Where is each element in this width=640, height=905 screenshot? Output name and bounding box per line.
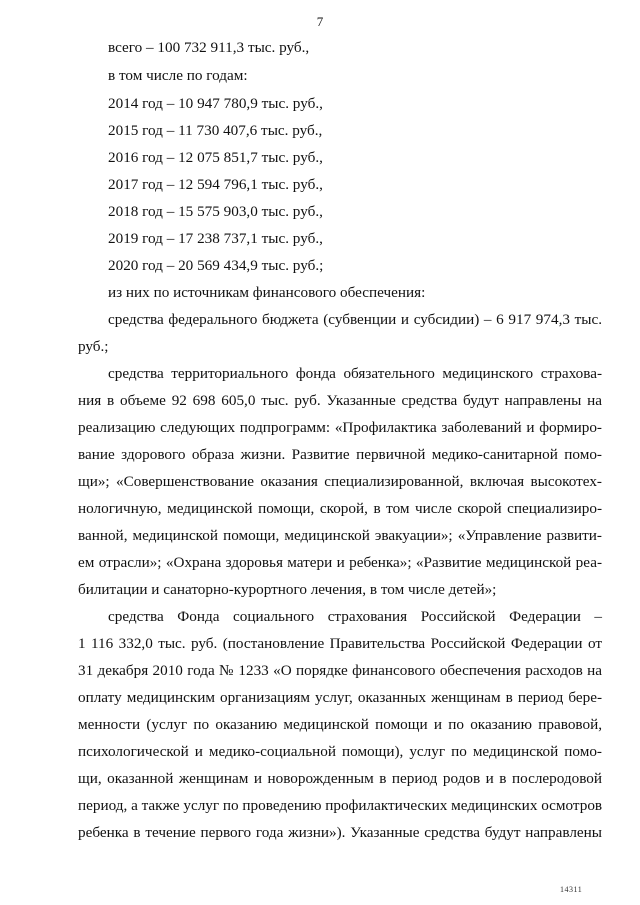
social-fund-line-2: 1 116 332,0 тыс. руб. (постановление Правительства Российской Федерации от	[78, 635, 602, 652]
year-line-2019: 2019 год – 17 238 737,1 тыс. руб.,	[108, 230, 323, 247]
territorial-fund-line-5: щи»; «Совершенствование оказания специализированной, включая высокотех-	[78, 473, 602, 490]
page-number: 7	[316, 14, 324, 29]
social-fund-line-1: средства Фонда социального страхования Российской Федерации –	[108, 608, 602, 625]
year-line-2015: 2015 год – 11 730 407,6 тыс. руб.,	[108, 122, 323, 139]
territorial-fund-line-3: реализацию следующих подпрограмм: «Профилактика заболеваний и формиро-	[78, 419, 602, 436]
social-fund-line-3: 31 декабря 2010 года № 1233 «О порядке финансового обеспечения расходов на	[78, 662, 602, 679]
territorial-fund-line-2: ния в объеме 92 698 605,0 тыс. руб. Указанные средства будут направлены на	[78, 392, 602, 409]
footer-mark: 14311	[560, 885, 583, 894]
social-fund-line-9: ребенка в течение первого года жизни»). Указанные средства будут направлены	[78, 824, 602, 841]
by-years-line: в том числе по годам:	[108, 67, 248, 84]
territorial-fund-line-4: вание здорового образа жизни. Развитие первичной медико-санитарной помо-	[78, 446, 602, 463]
year-line-2020: 2020 год – 20 569 434,9 тыс. руб.;	[108, 257, 324, 274]
social-fund-line-6: психологической и медико-социальной помощи), услуг по медицинской помо-	[78, 743, 602, 760]
federal-budget-line-2: руб.;	[78, 338, 109, 355]
social-fund-line-7: щи, оказанной женщинам и новорожденным в период родов и в послеродовой	[78, 770, 602, 787]
territorial-fund-line-1: средства территориального фонда обязательного медицинского страхова-	[108, 365, 602, 382]
federal-budget-line-1: средства федерального бюджета (субвенции и субсидии) – 6 917 974,3 тыс.	[108, 311, 602, 328]
year-line-2014: 2014 год – 10 947 780,9 тыс. руб.,	[108, 95, 323, 112]
territorial-fund-line-9: билитации и санаторно-курортного лечения, в том числе детей»;	[78, 581, 497, 598]
social-fund-line-4: оплату медицинским организациям услуг, оказанных женщинам в период бере-	[78, 689, 602, 706]
sources-line: из них по источникам финансового обеспечения:	[108, 284, 426, 301]
year-line-2018: 2018 год – 15 575 903,0 тыс. руб.,	[108, 203, 323, 220]
territorial-fund-line-7: ванной, медицинской помощи, медицинской эвакуации»; «Управление развити-	[78, 527, 602, 544]
year-line-2016: 2016 год – 12 075 851,7 тыс. руб.,	[108, 149, 323, 166]
territorial-fund-line-6: нологичную, медицинской помощи, скорой, в том числе скорой специализиро-	[78, 500, 602, 517]
territorial-fund-line-8: ем отрасли»; «Охрана здоровья матери и ребенка»; «Развитие медицинской реа-	[78, 554, 602, 571]
social-fund-line-8: период, а также услуг по проведению профилактических медицинских осмотров	[78, 797, 603, 814]
social-fund-line-5: менности (услуг по оказанию медицинской помощи и по оказанию правовой,	[78, 716, 602, 733]
total-amount-line: всего – 100 732 911,3 тыс. руб.,	[108, 39, 310, 56]
year-line-2017: 2017 год – 12 594 796,1 тыс. руб.,	[108, 176, 323, 193]
